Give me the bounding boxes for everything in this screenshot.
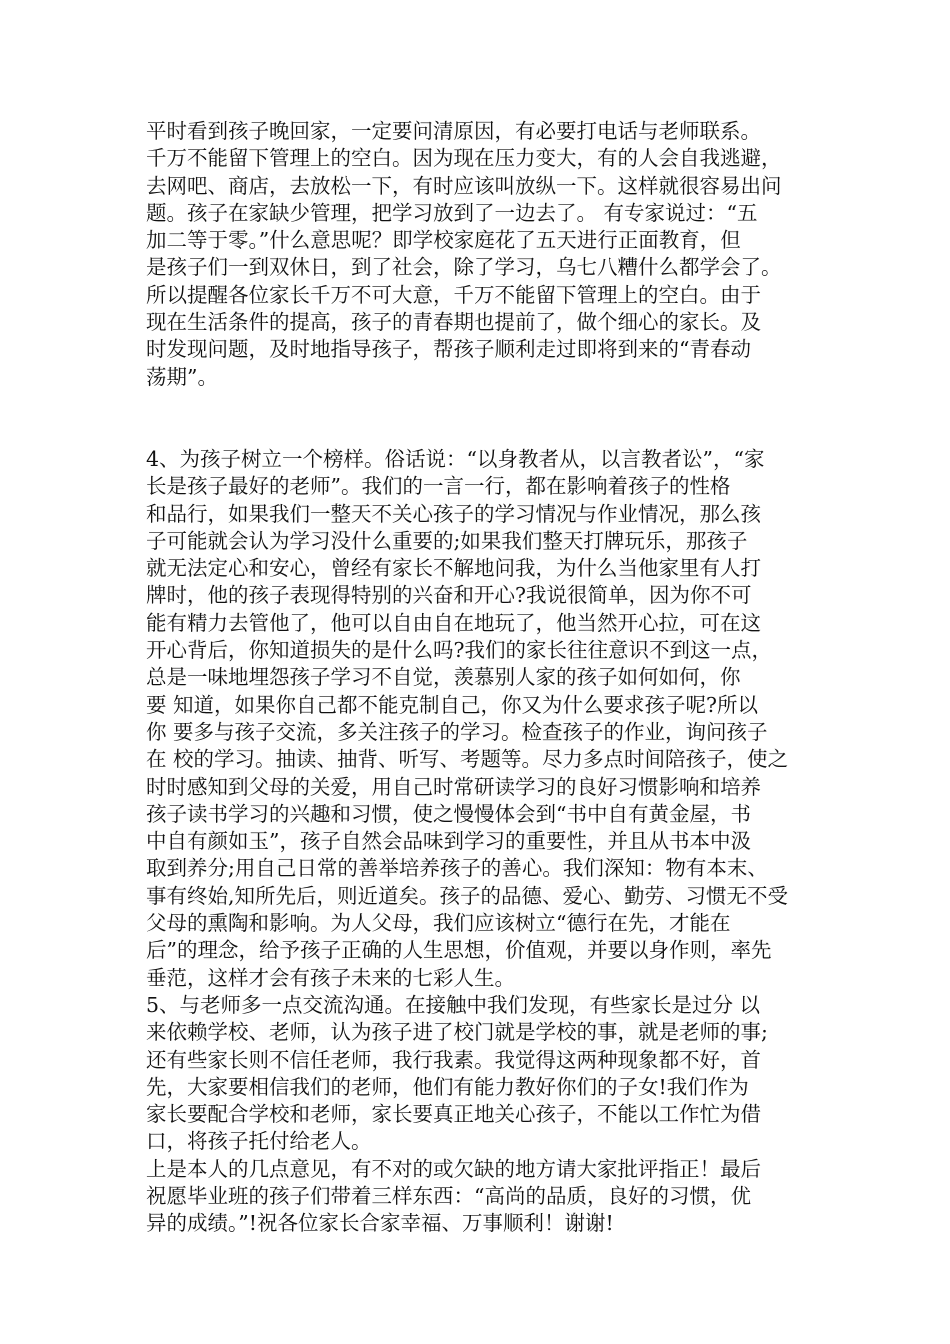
- text-line: 后”的理念，给予孩子正确的人生思想，价值观，并要以身作则，率先: [146, 938, 772, 963]
- text-line: 开心背后，你知道损失的是什么吗?我们的家长往往意识不到这一点，: [146, 638, 772, 663]
- text-line: 口，将孩子托付给老人。: [146, 1129, 372, 1154]
- text-line: 子可能就会认为学习没什么重要的;如果我们整天打牌玩乐，那孩子: [146, 528, 748, 553]
- text-line: 父母的熏陶和影响。为人父母，我们应该树立“德行在先，才能在: [146, 911, 731, 936]
- text-line: 就无法定心和安心，曾经有家长不解地问我，为什么当他家里有人打: [146, 556, 761, 581]
- text-line: 所以提醒各位家长千万不可大意，千万不能留下管理上的空白。由于: [146, 282, 761, 307]
- text-line: 孩子读书学习的兴趣和习惯，使之慢慢体会到“书中自有黄金屋，书: [146, 801, 751, 826]
- text-line: 能有精力去管他了，他可以自由自在地玩了，他当然开心拉，可在这: [146, 610, 761, 635]
- text-line: 要 知道，如果你自己都不能克制自己，你又为什么要求孩子呢?所以: [146, 692, 759, 717]
- text-line: 4、为孩子树立一个榜样。俗话说：“以身教者从，以言教者讼”，“家: [146, 447, 765, 471]
- text-line: 垂范，这样才会有孩子未来的七彩人生。: [146, 965, 515, 990]
- text-line: 是孩子们一到双休日，到了社会，除了学习，乌七八糟什么都学会了。: [146, 255, 782, 280]
- text-line: 千万不能留下管理上的空白。因为现在压力变大，有的人会自我逃避，: [146, 146, 782, 171]
- text-line: 祝愿毕业班的孩子们带着三样东西：“高尚的品质，良好的习惯，优: [146, 1184, 751, 1209]
- text-line: 长是孩子最好的老师”。我们的一言一行，都在影响着孩子的性格: [146, 474, 731, 499]
- text-line: 异的成绩。”!祝各位家长合家幸福、万事顺利！谢谢!: [146, 1211, 614, 1236]
- text-line: 在 校的学习。抽读、抽背、听写、考题等。尽力多点时间陪孩子，使之: [146, 747, 789, 772]
- text-line: 中自有颜如玉”，孩子自然会品味到学习的重要性，并且从书本中汲: [146, 829, 751, 854]
- text-line: 你 要多与孩子交流，多关注孩子的学习。检查孩子的作业，询问孩子: [146, 719, 768, 744]
- text-line: 来依赖学校、老师，认为孩子进了校门就是学校的事，就是老师的事;: [146, 1020, 768, 1045]
- text-line: 取到养分;用自己日常的善举培养孩子的善心。我们深知：物有本末、: [146, 856, 768, 881]
- text-line: 总是一味地埋怨孩子学习不自觉，羡慕别人家的孩子如何如何，你: [146, 665, 741, 690]
- text-line: 还有些家长则不信任老师，我行我素。我觉得这两种现象都不好，首: [146, 1047, 761, 1072]
- text-line: 先，大家要相信我们的老师，他们有能力教好你们的子女!我们作为: [146, 1074, 749, 1099]
- paragraphs-role-model-and-teacher-communication: [146, 446, 806, 1238]
- text-line: 上是本人的几点意见，有不对的或欠缺的地方请大家批评指正！最后: [146, 1156, 761, 1181]
- text-line: 事有终始,知所先后，则近道矣。孩子的品德、爱心、勤劳、习惯无不受: [146, 883, 789, 908]
- text-line: 题。孩子在家缺少管理，把学习放到了一边去了。 有专家说过：“五: [146, 200, 758, 225]
- text-line: 时发现问题，及时地指导孩子，帮孩子顺利走过即将到来的“青春动: [146, 337, 751, 362]
- text-line: 加二等于零。”什么意思呢？即学校家庭花了五天进行正面教育，但: [146, 228, 741, 253]
- text-line: 和品行，如果我们一整天不关心孩子的学习情况与作业情况，那么孩: [146, 501, 761, 526]
- text-line: 5、与老师多一点交流沟通。在接触中我们发现，有些家长是过分 以: [146, 992, 761, 1017]
- text-line: 现在生活条件的提高，孩子的青春期也提前了，做个细心的家长。及: [146, 310, 761, 335]
- paragraph-parental-supervision: [146, 118, 806, 391]
- text-line: 平时看到孩子晚回家，一定要问清原因，有必要打电话与老师联系。: [146, 119, 761, 143]
- text-line: 去网吧、商店，去放松一下，有时应该叫放纵一下。这样就很容易出问: [146, 173, 782, 198]
- text-line: 时时感知到父母的关爱，用自己时常研读学习的良好习惯影响和培养: [146, 774, 761, 799]
- text-line: 家长要配合学校和老师，家长要真正地关心孩子，不能以工作忙为借: [146, 1102, 761, 1127]
- text-line: 荡期”。: [146, 364, 218, 389]
- text-line: 牌时，他的孩子表现得特别的兴奋和开心?我说很简单，因为你不可: [146, 583, 752, 608]
